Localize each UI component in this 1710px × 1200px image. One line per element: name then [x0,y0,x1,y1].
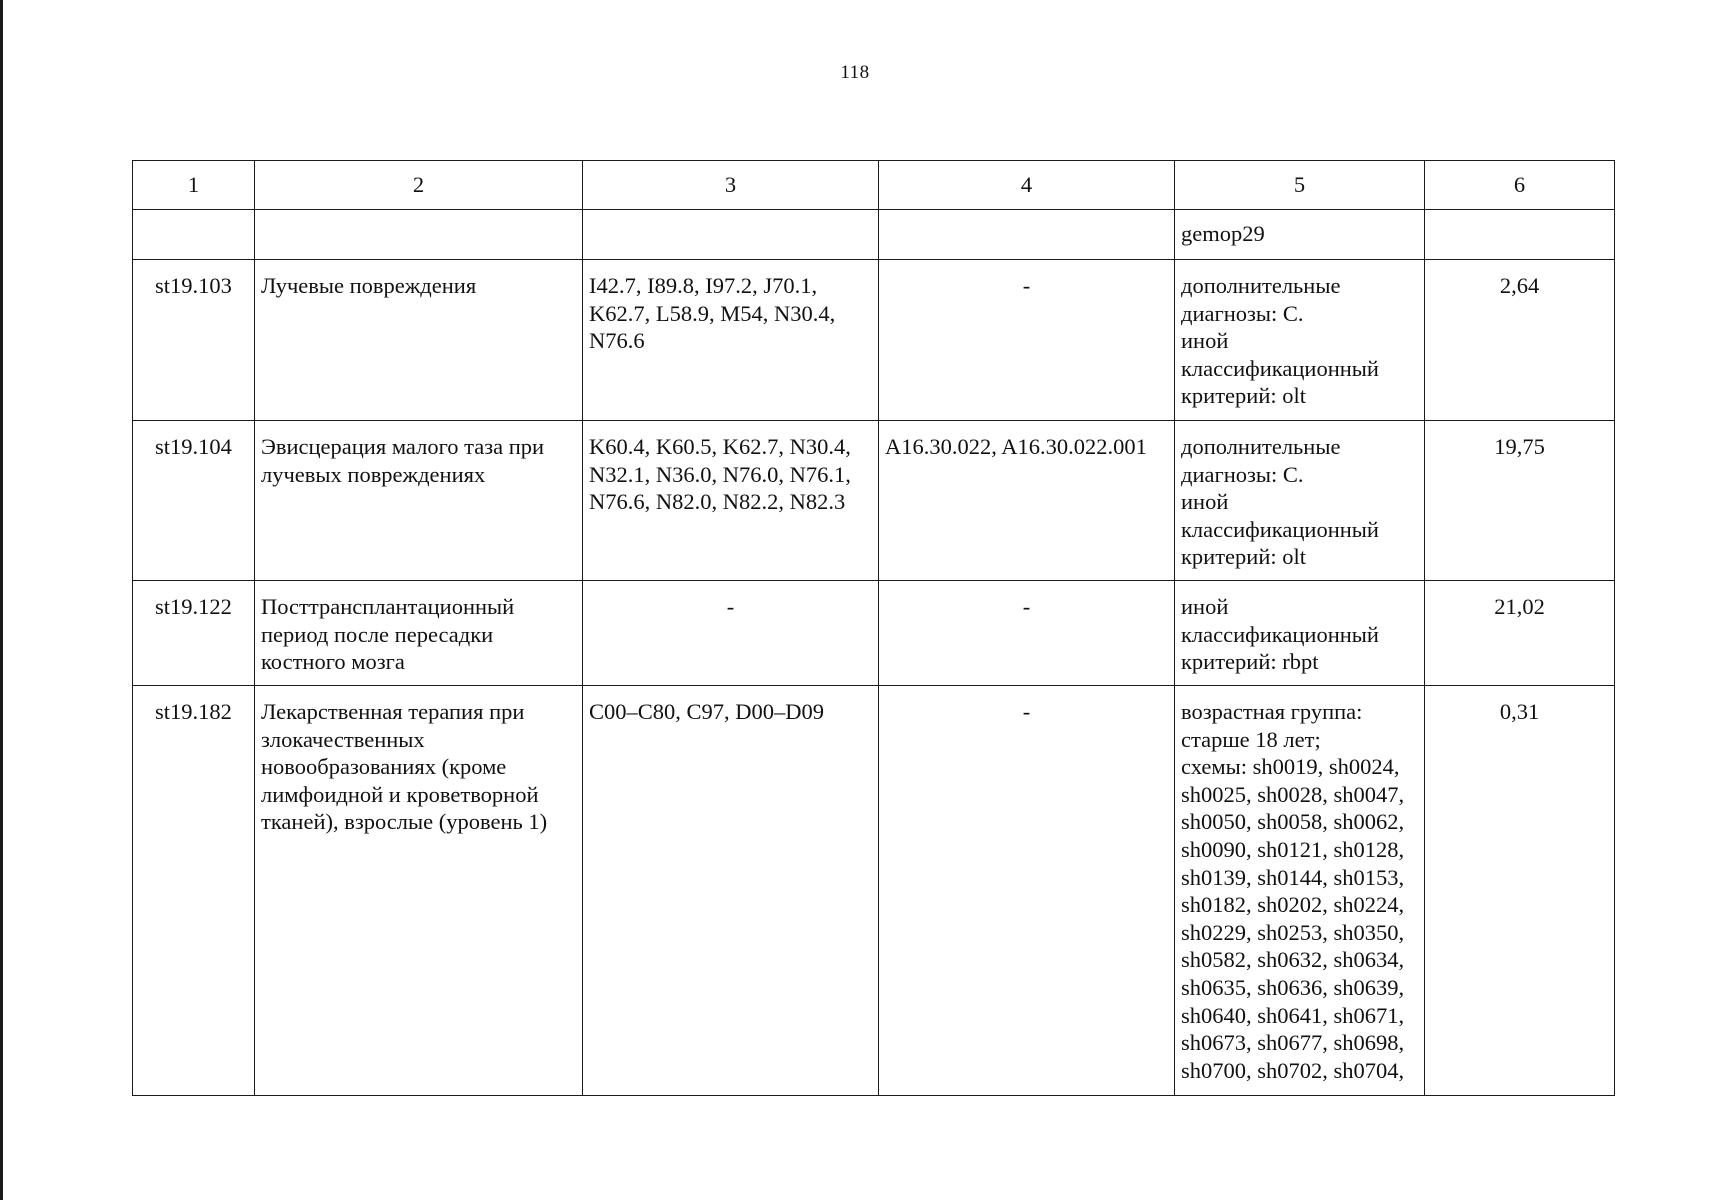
criteria-line: критерий: rbpt [1181,649,1319,675]
tariff-table [132,160,1615,1096]
cell-coefficient: 2,64 [1425,260,1615,421]
criteria-line: классификационный [1181,355,1379,381]
criteria-line: sh0640, sh0641, sh0671, [1181,1002,1405,1028]
cell-diagnoses: I42.7, I89.8, I97.2, J70.1, K62.7, L58.9, M54, N30.4, N76.6 [583,260,879,421]
criteria-line: sh0582, sh0632, sh0634, [1181,947,1405,973]
criteria-line: критерий: olt [1181,544,1307,570]
table-row [133,260,1615,421]
criteria-line: sh0182, sh0202, sh0224, [1181,892,1405,918]
column-header: 4 [879,161,1175,210]
criteria-line: sh0673, sh0677, sh0698, [1181,1030,1405,1056]
criteria-line: дополнительные [1181,434,1341,459]
criteria-line: иной [1181,594,1229,619]
cell-services: - [879,260,1175,421]
criteria-line: старше 18 лет; [1181,726,1321,752]
cell-criteria [1175,581,1425,686]
criteria-line: sh0090, sh0121, sh0128, [1181,836,1405,862]
cell-name: Лучевые повреждения [255,260,583,421]
cell-code: st19.182 [133,686,255,1096]
column-header: 5 [1175,161,1425,210]
cell-name: Эвисцерация малого таза при лучевых повреждениях [255,421,583,581]
criteria-line: классификационный [1181,621,1379,647]
cell-code: st19.104 [133,421,255,581]
cell-criteria [1175,260,1425,421]
cell-code: st19.103 [133,260,255,421]
cell-diagnoses: K60.4, K60.5, K62.7, N30.4, N32.1, N36.0, N76.0, N76.1, N76.6, N82.0, N82.2, N82.3 [583,421,879,581]
criteria-line: sh0229, sh0253, sh0350, [1181,919,1405,945]
table-row [133,686,1615,1096]
cell-services: A16.30.022, A16.30.022.001 [879,421,1175,581]
cell-criteria [1175,210,1425,260]
criteria-line: sh0635, sh0636, sh0639, [1181,974,1405,1000]
criteria-line: sh0139, sh0144, sh0153, [1181,864,1405,890]
cell-coefficient: 21,02 [1425,581,1615,686]
scan-edge [0,0,3,1200]
cell-diagnoses: C00–C80, C97, D00–D09 [583,686,879,1096]
cell-diagnoses [583,210,879,260]
cell-criteria [1175,686,1425,1096]
criteria-line: gemop29 [1181,221,1265,246]
criteria-line: схемы: sh0019, sh0024, [1181,754,1400,780]
cell-name: Лекарственная терапия при злокачественных новообразованиях (кроме лимфоидной и кроветворной тканей), взрослые (уровень 1) [255,686,583,1096]
criteria-line: диагнозы: C. [1181,461,1304,487]
cell-coefficient [1425,210,1615,260]
cell-coefficient: 19,75 [1425,421,1615,581]
table-row [133,421,1615,581]
criteria-line: возрастная группа: [1181,699,1363,724]
cell-name: Посттрансплантационный период после пересадки костного мозга [255,581,583,686]
cell-services [879,210,1175,260]
criteria-line: классификационный [1181,516,1379,542]
column-header: 6 [1425,161,1615,210]
cell-code: st19.122 [133,581,255,686]
criteria-line: диагнозы: C. [1181,300,1304,326]
page-number: 118 [840,62,870,83]
column-header: 1 [133,161,255,210]
cell-name [255,210,583,260]
cell-diagnoses: - [583,581,879,686]
criteria-line: sh0700, sh0702, sh0704, [1181,1057,1405,1083]
criteria-line: иной [1181,489,1229,515]
criteria-line: sh0050, sh0058, sh0062, [1181,809,1405,835]
cell-services: - [879,581,1175,686]
column-header: 2 [255,161,583,210]
criteria-line: дополнительные [1181,273,1341,298]
criteria-line: критерий: olt [1181,383,1307,409]
criteria-line: sh0025, sh0028, sh0047, [1181,781,1405,807]
criteria-line: иной [1181,328,1229,354]
cell-coefficient: 0,31 [1425,686,1615,1096]
cell-services: - [879,686,1175,1096]
header-row [133,161,1615,210]
table-row [133,210,1615,260]
cell-criteria [1175,421,1425,581]
cell-code [133,210,255,260]
column-header: 3 [583,161,879,210]
table-row [133,581,1615,686]
